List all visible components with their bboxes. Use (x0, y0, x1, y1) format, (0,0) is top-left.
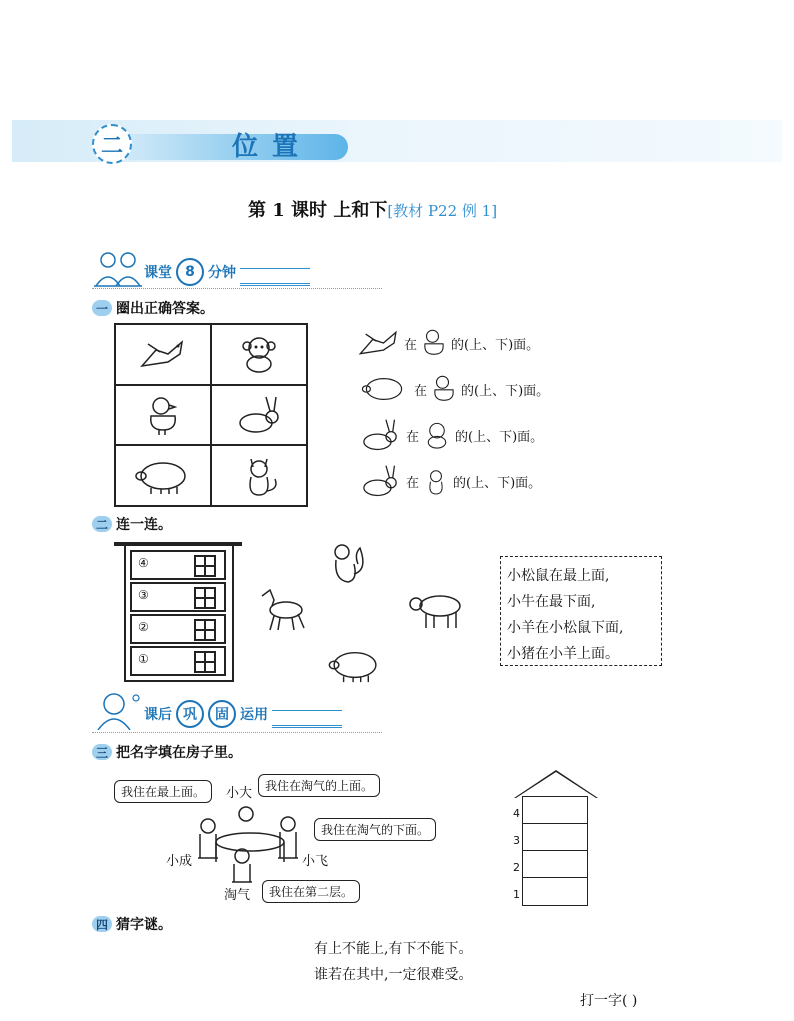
house-floor-1[interactable] (513, 878, 587, 904)
squirrel-icon[interactable] (328, 540, 368, 586)
floor-number: 2 (513, 861, 520, 874)
chick-icon (429, 372, 459, 406)
grid-cell (115, 385, 211, 446)
speech-bubble: 我住在最上面。 (114, 780, 212, 803)
building-floor-1[interactable] (130, 646, 226, 676)
name-label: 小飞 (302, 854, 329, 869)
q1-line-text[interactable]: 的(上、下)面。 (461, 383, 550, 399)
house-floor-2[interactable] (513, 851, 587, 878)
house (513, 796, 588, 906)
name-label: 淘气 (224, 888, 251, 903)
section-classroom-header (92, 248, 310, 288)
dotted-divider (92, 288, 382, 289)
section-underline (240, 268, 310, 286)
house-floor-3[interactable] (513, 824, 587, 851)
floor-number: ② (138, 620, 149, 634)
clue-line: 小松鼠在最上面, (507, 568, 610, 584)
grid-cell (211, 324, 307, 385)
q1-line-text[interactable]: 的(上、下)面。 (455, 429, 544, 445)
q1-line-text: 在 (406, 429, 420, 445)
window-icon (194, 619, 216, 641)
q1-line-2 (356, 372, 549, 406)
question-number: 二 (92, 516, 112, 532)
children-at-table-icon (190, 802, 310, 886)
cow-icon[interactable] (406, 588, 466, 632)
section-prefix: 课堂 (144, 265, 172, 281)
question-number: 三 (92, 744, 112, 760)
clue-line: 小牛在最下面, (507, 594, 596, 610)
building-floor-4[interactable] (130, 550, 226, 580)
speech-bubble: 我住在淘气的下面。 (314, 818, 436, 841)
chapter-number: 二 (92, 124, 132, 164)
q1-line-text: 在 (404, 337, 418, 353)
window-icon (194, 651, 216, 673)
grid-cell (211, 385, 307, 446)
building (124, 544, 234, 682)
question-1-header (92, 298, 214, 318)
speech-bubble: 我住在淘气的上面。 (258, 774, 380, 797)
question-number: 四 (92, 916, 112, 932)
riddle-answer[interactable]: 打一字( ) (580, 993, 638, 1009)
rabbit-icon (234, 395, 284, 435)
students-icon (92, 248, 144, 288)
chick-icon (143, 394, 183, 436)
question-4-header (92, 914, 172, 934)
clue-line: 小猪在小羊上面。 (507, 646, 619, 662)
section-suffix: 运用 (240, 707, 268, 723)
house-roof-inner (516, 772, 596, 798)
question-title: 把名字填在房子里。 (116, 745, 242, 761)
floor-number: ③ (138, 588, 149, 602)
student-icon (92, 690, 144, 730)
q1-line-4 (356, 464, 541, 498)
cat-icon (421, 464, 451, 498)
lesson-title (248, 196, 497, 222)
clue-line: 小羊在小松鼠下面, (507, 620, 624, 636)
section-badge: 固 (208, 700, 236, 728)
section-badge: 8 (176, 258, 204, 286)
rabbit-icon (356, 418, 404, 452)
section-underline (272, 710, 342, 728)
speech-bubble: 我住在第二层。 (262, 880, 360, 903)
question-title: 连一连。 (116, 517, 172, 533)
question-2-header (92, 514, 172, 534)
rabbit-icon (356, 464, 404, 498)
question-title: 圈出正确答案。 (116, 301, 214, 317)
grid-cell (115, 324, 211, 385)
monkey-icon (237, 334, 281, 374)
question-title: 猜字谜。 (116, 917, 172, 933)
q1-line-text: 在 (414, 383, 428, 399)
bird-icon (138, 336, 188, 372)
window-icon (194, 555, 216, 577)
chapter-title: 位置 (232, 132, 313, 162)
section-homework-header (92, 690, 342, 730)
section-suffix: 分钟 (208, 265, 236, 281)
cat-icon (237, 453, 281, 499)
q1-line-text[interactable]: 的(上、下)面。 (453, 475, 542, 491)
riddle-line-2: 谁若在其中,一定很难受。 (314, 967, 473, 983)
grid-cell (115, 445, 211, 506)
window-icon (194, 587, 216, 609)
pig-icon (356, 373, 412, 405)
question-3-header (92, 742, 242, 762)
pig-icon[interactable] (326, 646, 384, 684)
section-prefix: 课后 (144, 707, 172, 723)
q1-line-1 (356, 326, 539, 360)
floor-number: 4 (513, 807, 520, 820)
chick-icon (419, 326, 449, 360)
pig-icon (133, 456, 193, 496)
lesson-reference: [教材 P22 例 1] (387, 202, 498, 220)
house-floor-4[interactable] (513, 797, 587, 824)
goat-icon[interactable] (256, 586, 308, 632)
name-label: 小大 (226, 786, 253, 801)
lesson-name: 第 1 课时 上和下 (248, 200, 388, 221)
monkey-icon (421, 420, 453, 450)
name-label: 小成 (166, 854, 193, 869)
q1-line-text[interactable]: 的(上、下)面。 (451, 337, 540, 353)
q1-line-text: 在 (406, 475, 420, 491)
bird-icon (356, 327, 402, 359)
dotted-divider (92, 732, 382, 733)
animal-grid (114, 323, 308, 507)
floor-number: ① (138, 652, 149, 666)
grid-cell (211, 445, 307, 506)
floor-number: 3 (513, 834, 520, 847)
floor-number: 1 (513, 888, 520, 901)
question-number: 一 (92, 300, 112, 316)
section-badge: 巩 (176, 700, 204, 728)
floor-number: ④ (138, 556, 149, 570)
building-floor-2[interactable] (130, 614, 226, 644)
clue-box (500, 556, 662, 666)
building-floor-3[interactable] (130, 582, 226, 612)
q1-line-3 (356, 418, 543, 452)
riddle-line-1: 有上不能上,有下不能下。 (314, 941, 473, 957)
